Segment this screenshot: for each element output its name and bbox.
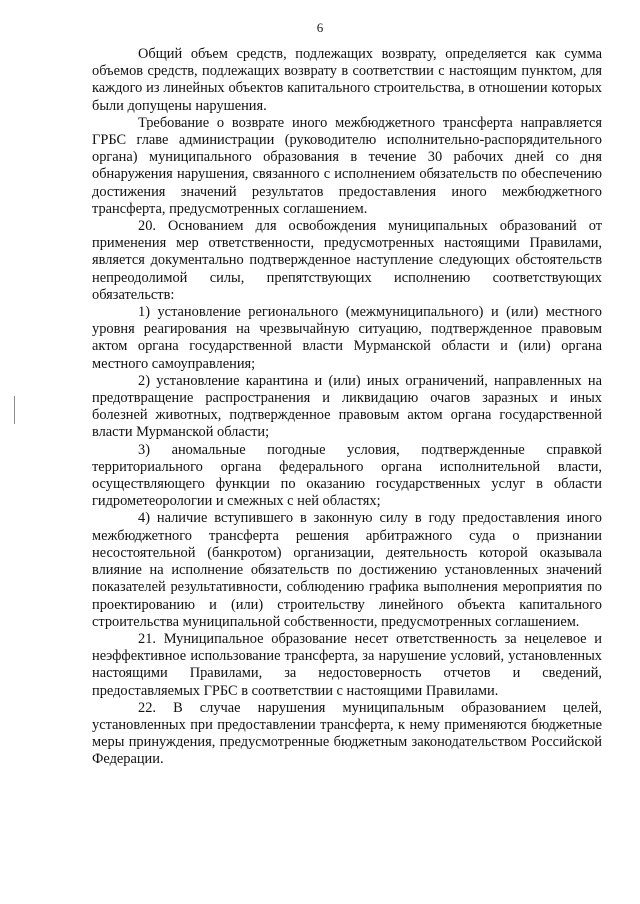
paragraph-return-requirement: Требование о возврате иного межбюджетного трансферта направляется ГРБС главе администрации (руководителю исполнительно-распорядительного органа) муниципального образования в течение 30 рабочих дней со дня обнаружения нарушения, связанного с исполнением обязательств по обеспечению достижения значений результатов предоставления иного межбюджетного трансферта, предусмотренных соглашением. (92, 114, 602, 217)
document-body (92, 46, 602, 769)
page-number: 6 (316, 20, 324, 35)
paragraph-22-violation: 22. В случае нарушения муниципальным образованием целей, установленных при предоставлении трансферта, к нему применяются бюджетные меры принуждения, предусмотренные бюджетным законодательством Российской Федерации. (92, 699, 602, 768)
paragraph-return-total: Общий объем средств, подлежащих возврату, определяется как сумма объемов средств, подлежащих возврату в соответствии с настоящим пунктом, для каждого из линейных объектов капитального строительства, в отношении которых были допущены нарушения. (92, 46, 602, 114)
paragraph-21-responsibility: 21. Муниципальное образование несет ответственность за нецелевое и неэффективное использование трансферта, за нарушение условий, установленных настоящими Правилами, за недостоверность отчетов и сведений, предоставляемых ГРБС в соответствии с настоящими Правилами. (92, 630, 602, 699)
paragraph-20-item-1: 1) установление регионального (межмуниципального) и (или) местного уровня реагирования на чрезвычайную ситуацию, подтвержденное правовым актом органа государственной власти Мурманской области и (или) органа местного самоуправления; (92, 304, 602, 372)
paragraph-20-force-majeure: 20. Основанием для освобождения муниципальных образований от применения мер ответственности, предусмотренных настоящими Правилами, является документально подтвержденное наступление следующих обстоятельств непреодолимой силы, препятствующих исполнению соответствующих обязательств: (92, 218, 602, 303)
paragraph-20-item-3: 3) аномальные погодные условия, подтвержденные справкой территориального органа федерального органа исполнительной власти, осуществляющего функции по оказанию государственных услуг в области гидрометеорологии и смежных с ней областях; (92, 441, 602, 510)
paragraph-20-item-4: 4) наличие вступившего в законную силу в году предоставления иного межбюджетного трансферта решения арбитражного суда о признании несостоятельной (банкротом) организации, деятельность которой оказывала влияние на исполнение обязательств по достижению установленных значений показателей результативности, соблюдению графика выполнения мероприятия по проектированию и (или) строительству линейного объекта капитального строительства муниципальной собственности, предусмотренных соглашением. (92, 510, 602, 630)
scan-margin-mark (14, 396, 15, 424)
paragraph-20-item-2: 2) установление карантина и (или) иных ограничений, направленных на предотвращение распространения и ликвидацию очагов заразных и иных болезней животных, подтвержденное правовым актом органа государственной власти Мурманской области; (92, 372, 602, 441)
